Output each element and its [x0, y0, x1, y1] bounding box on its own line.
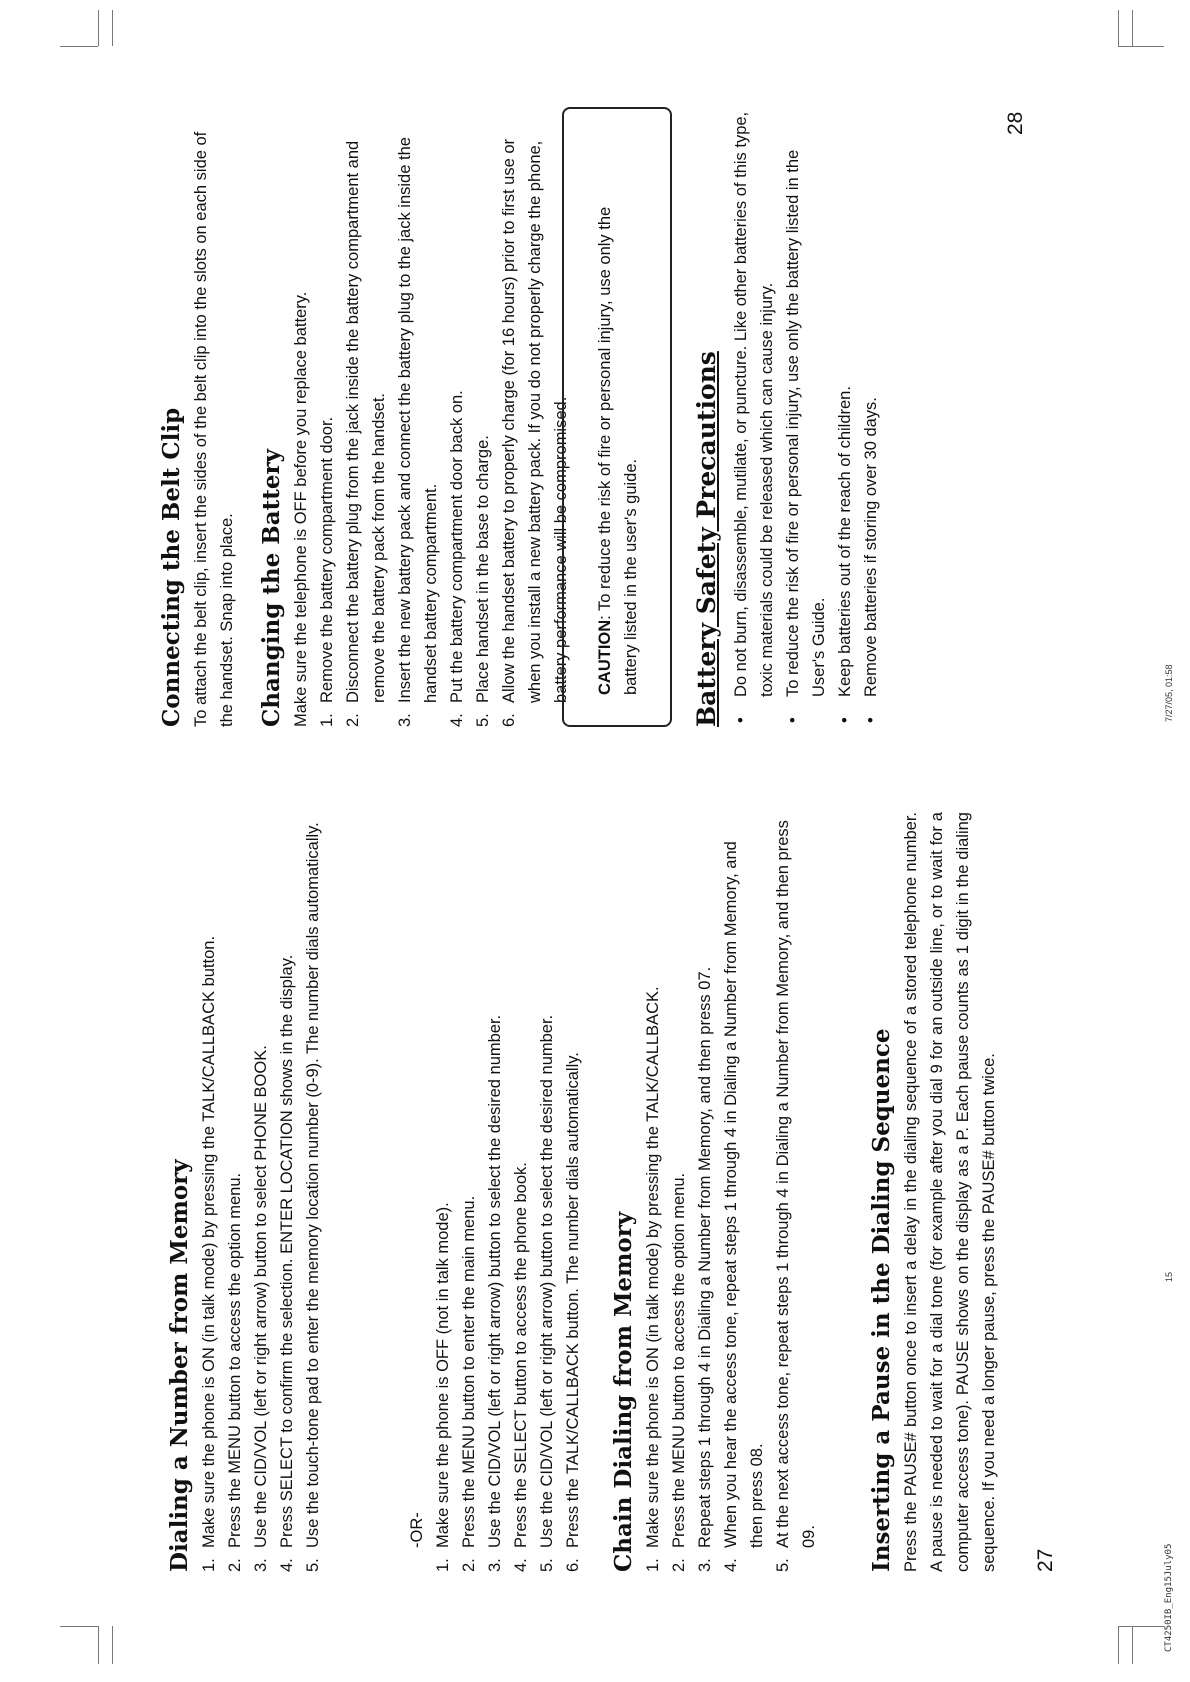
step-text: Make sure the phone is ON (in talk mode) by pressing the TALK/CALLBACK. — [644, 986, 662, 1548]
step-text: Repeat steps 1 through 4 in Dialing a Number from Memory, and then press 07. — [696, 966, 714, 1548]
step-number: 1. — [434, 1558, 452, 1572]
step-text: Press the MENU button to enter the main menu. — [460, 1195, 478, 1548]
dialing-step-alt — [534, 812, 560, 1572]
step-number: 5. — [774, 1558, 792, 1572]
step-number: 2. — [460, 1558, 478, 1572]
step-text: Press the MENU button to access the option menu. — [226, 1172, 244, 1548]
step-number: 1. — [200, 1558, 218, 1572]
caution-box — [562, 107, 672, 727]
dialing-step-alt — [482, 812, 508, 1572]
safety-list — [728, 107, 884, 727]
step-text: Use the touch-tone pad to enter the memory location number (0-9). The number dials automatically. — [304, 822, 322, 1548]
chain-step — [718, 812, 770, 1572]
step-number: 3. — [486, 1558, 504, 1572]
dialing-step-alt — [430, 812, 456, 1572]
step-text: Press the MENU button to access the option menu. — [670, 1172, 688, 1548]
step-text: Press the SELECT button to access the phone book. — [512, 1162, 530, 1548]
dialing-step — [222, 812, 248, 1572]
step-number: 3. — [696, 1558, 714, 1572]
battery-step — [444, 107, 470, 727]
step-number: 6. — [564, 1558, 582, 1572]
chain-step — [666, 812, 692, 1572]
dialing-step — [300, 812, 326, 1572]
step-number: 4. — [278, 1558, 296, 1572]
footer-date-stamp: 7/27/05, 01:58 — [1164, 664, 1174, 722]
step-text: Allow the handset battery to properly charge (for 16 hours) prior to first use or when you install a new battery pack. If you do not properly charge the phone, battery performance will be compromised. — [500, 138, 570, 703]
footer-sheet-number: 15 — [1164, 1271, 1174, 1282]
step-text: Put the battery compartment door back on. — [448, 390, 466, 703]
step-text: Use the CID/VOL (left or right arrow) button to select PHONE BOOK. — [252, 1045, 270, 1548]
step-number: 2. — [226, 1558, 244, 1572]
belt-text: To attach the belt clip, insert the sides of the belt clip into the slots on each side of the handset. Snap into place. — [192, 131, 236, 727]
safety-title: Battery Safety Precautions — [692, 351, 721, 727]
dialing-steps — [196, 812, 326, 1572]
battery-step — [470, 107, 496, 727]
or-label: -OR- — [408, 1512, 426, 1548]
chain-step — [692, 812, 718, 1572]
step-text: Make sure the phone is OFF (not in talk mode). — [434, 1202, 452, 1548]
step-number: 5. — [538, 1558, 556, 1572]
safety-item: • Remove batteries if storing over 30 days. — [858, 107, 884, 727]
step-number: 2. — [344, 713, 362, 727]
step-number: 4. — [448, 713, 466, 727]
step-number: 3. — [252, 1558, 270, 1572]
dialing-step-alt — [456, 812, 482, 1572]
chain-title: Chain Dialing from Memory — [610, 1211, 637, 1572]
step-number: 6. — [500, 713, 518, 727]
pause-text: Press the PAUSE# button once to insert a delay in the dialing sequence of a stored telephone number. A pause is needed to wait for a dial tone (for example after you dial 9 for an outside line, or to wait for a computer access tone). PAUSE shows on the display as a P. Each pause counts as 1 digit in the dialing sequence. If you need a longer pause, press the PAUSE# button twice. — [902, 812, 998, 1572]
chain-steps — [640, 812, 822, 1572]
page-number-left: 27 — [1034, 1548, 1057, 1572]
dialing-step — [248, 812, 274, 1572]
step-number: 1. — [318, 713, 336, 727]
step-text: Insert the new battery pack and connect the battery plug to the jack inside the handset battery compartment. — [396, 137, 440, 703]
footer-file-code: CT4250IB_Eng15July05 — [1164, 1543, 1174, 1652]
safety-item: • Do not burn, disassemble, mutilate, or puncture. Like other batteries of this type, toxic materials could be released which can cause injury. — [728, 107, 780, 727]
chain-step — [640, 812, 666, 1572]
battery-step — [392, 107, 444, 727]
step-text: Make sure the phone is ON (in talk mode) by pressing the TALK/CALLBACK button. — [200, 935, 218, 1548]
dialing-step-alt — [560, 812, 586, 1572]
dialing-step — [274, 812, 300, 1572]
step-text: Use the CID/VOL (left or right arrow) button to select the desired number. — [538, 1014, 556, 1548]
step-text: Press the TALK/CALLBACK button. The number dials automatically. — [564, 1052, 582, 1548]
step-number: 4. — [722, 1558, 740, 1572]
step-text: Press SELECT to confirm the selection. ENTER LOCATION shows in the display. — [278, 954, 296, 1548]
caution-label: CAUTION — [596, 619, 614, 695]
caution-text: CAUTION: To reduce the risk of fire or personal injury, use only the battery listed in the user's guide. — [596, 206, 640, 695]
page-number-right: 28 — [1004, 111, 1027, 135]
battery-intro: Make sure the telephone is OFF before you replace battery. — [292, 291, 310, 727]
step-number: 2. — [670, 1558, 688, 1572]
safety-item: • Keep batteries out of the reach of children. — [832, 107, 858, 727]
step-text: Place handset in the base to charge. — [474, 435, 492, 703]
right-page — [0, 107, 1190, 727]
chain-step — [770, 812, 822, 1572]
battery-step — [340, 107, 392, 727]
step-text: At the next access tone, repeat steps 1 through 4 in Dialing a Number from Memory, and then press 09. — [774, 820, 818, 1548]
step-number: 4. — [512, 1558, 530, 1572]
step-text: Use the CID/VOL (left or right arrow) button to select the desired number. — [486, 1014, 504, 1548]
step-text: Disconnect the battery plug from the jack inside the battery compartment and remove the battery pack from the handset. — [344, 140, 388, 703]
dialing-steps-alt — [430, 812, 586, 1572]
step-text: Remove the battery compartment door. — [318, 416, 336, 703]
step-number: 5. — [474, 713, 492, 727]
step-number: 3. — [396, 713, 414, 727]
safety-item: • To reduce the risk of fire or personal injury, use only the battery listed in the User's Guide. — [780, 107, 832, 727]
dialing-step — [196, 812, 222, 1572]
dialing-title: Dialing a Number from Memory — [166, 1159, 193, 1572]
step-number: 1. — [644, 1558, 662, 1572]
step-text: When you hear the access tone, repeat steps 1 through 4 in Dialing a Number from Memory, and then press 08. — [722, 841, 766, 1548]
belt-title: Connecting the Belt Clip — [158, 407, 185, 727]
step-number: 5. — [304, 1558, 322, 1572]
left-page — [0, 812, 1190, 1572]
battery-steps — [314, 107, 574, 727]
dialing-step-alt — [508, 812, 534, 1572]
battery-step — [314, 107, 340, 727]
battery-title: Changing the Battery — [258, 449, 285, 727]
pause-title: Inserting a Pause in the Dialing Sequence — [868, 1028, 895, 1572]
